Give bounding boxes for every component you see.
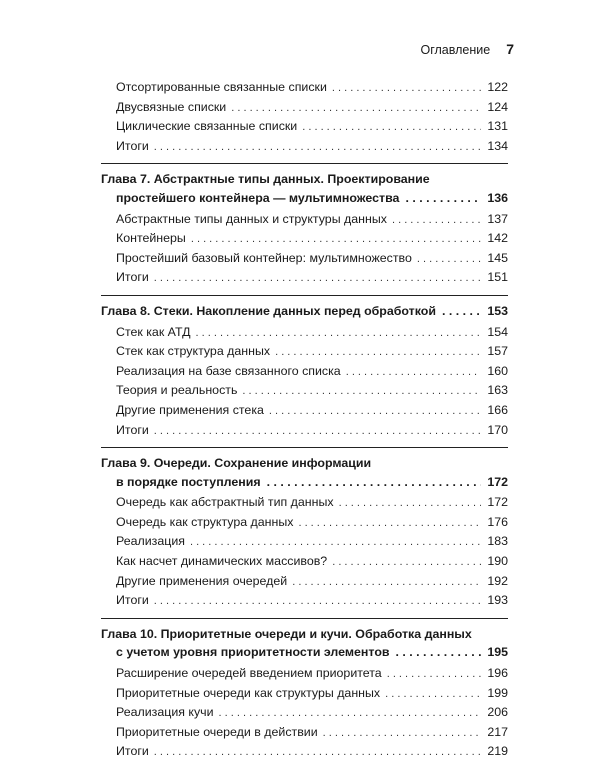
chapter-title-line2: с учетом уровня приоритетности элементов (116, 645, 390, 660)
section-title: Оглавление (420, 43, 491, 57)
dot-leader (298, 514, 481, 533)
toc-entry-title: Итоги (116, 422, 149, 437)
toc-entry-page: 193 (487, 593, 508, 608)
toc-entry-page: 145 (487, 250, 508, 265)
toc-entry-title: Простейший базовый контейнер: мультимножество (116, 250, 412, 265)
toc-entry[interactable] (101, 362, 508, 382)
toc-entry-title: Приоритетные очереди в действии (116, 724, 318, 739)
dot-leader (346, 363, 481, 382)
chapter-title-line2: простейшего контейнера — мультимножества (116, 190, 400, 205)
toc-entry-title: Другие применения очередей (116, 573, 288, 588)
toc-entry-page: 151 (487, 270, 508, 285)
dot-leader (154, 422, 481, 441)
toc-entry-title: Итоги (116, 744, 149, 759)
toc-entry[interactable] (101, 268, 508, 288)
toc-entry[interactable] (101, 723, 508, 743)
toc-entry-page: 172 (487, 495, 508, 510)
dot-leader (332, 79, 481, 98)
toc-entry[interactable] (101, 513, 508, 533)
toc-entry[interactable] (101, 249, 508, 269)
dot-leader (196, 324, 481, 343)
dot-leader (154, 269, 481, 288)
toc-entry[interactable] (101, 703, 508, 723)
toc-entry-title: Реализация на базе связанного списка (116, 363, 341, 378)
chapter-title-line1: Глава 10. Приоритетные очереди и кучи. Обработка данных (101, 626, 472, 641)
dot-leader (154, 138, 481, 157)
toc-entry[interactable] (101, 117, 508, 137)
toc-entry[interactable] (101, 137, 508, 157)
toc-entry-title: Отсортированные связанные списки (116, 80, 327, 94)
toc-entry-page: 176 (487, 514, 508, 529)
toc-entry-page: 157 (487, 344, 508, 359)
toc-entry-title: Двусвязные списки (116, 99, 227, 114)
toc-entry-title: Очередь как структура данных (116, 514, 294, 529)
toc-entry[interactable] (101, 98, 508, 118)
toc-entry-title: Итоги (116, 270, 149, 285)
toc-entry[interactable] (101, 493, 508, 513)
toc-entry[interactable] (101, 229, 508, 249)
toc-entry-page: 142 (487, 231, 508, 246)
chapter-heading-7[interactable] (101, 170, 508, 207)
dot-leader (292, 573, 481, 592)
dot-leader (405, 189, 481, 208)
toc-entry-page: 217 (487, 724, 508, 739)
dot-leader (190, 533, 481, 552)
toc-entry-title: Как насчет динамических массивов? (116, 554, 328, 569)
chapter-title-line1: Глава 7. Абстрактные типы данных. Проектирование (101, 172, 430, 187)
toc-entry-page: 190 (487, 554, 508, 569)
toc-entry[interactable] (101, 572, 508, 592)
toc-entry-title: Приоритетные очереди как структуры данных (116, 685, 381, 700)
toc-entry[interactable] (101, 78, 508, 98)
toc-entry-page: 122 (487, 80, 508, 94)
chapter-heading-8[interactable] (101, 302, 508, 321)
toc-entry-page: 137 (487, 211, 508, 226)
toc-entry-page: 219 (487, 744, 508, 759)
toc-entry-page: 134 (487, 138, 508, 153)
toc-entry-title: Циклические связанные списки (116, 119, 298, 134)
toc-entry-page: 131 (487, 119, 508, 134)
toc-entry[interactable] (101, 664, 508, 684)
toc-entry-page: 196 (487, 666, 508, 681)
toc-entry-page: 206 (487, 705, 508, 720)
dot-leader (242, 382, 481, 401)
chapter-divider (101, 618, 508, 619)
chapter-heading-10[interactable] (101, 625, 508, 662)
toc-entry[interactable] (101, 421, 508, 441)
dot-leader (154, 592, 481, 611)
toc-entry[interactable] (101, 532, 508, 552)
toc-entry-title: Итоги (116, 593, 149, 608)
chapter-page: 195 (487, 645, 508, 660)
dot-leader (442, 302, 481, 321)
toc-entry-page: 183 (487, 534, 508, 549)
chapter-title-line2: в порядке поступления (116, 474, 261, 489)
toc-entry-title: Реализация (116, 534, 185, 549)
toc-entry-page: 160 (487, 363, 508, 378)
dot-leader (154, 743, 481, 762)
chapter-title-line1: Глава 9. Очереди. Сохранение информации (101, 456, 372, 471)
toc-entry-page: 163 (487, 383, 508, 398)
toc-entry-title: Реализация кучи (116, 705, 214, 720)
toc-entry-title: Контейнеры (116, 231, 186, 246)
toc-entry-title: Абстрактные типы данных и структуры данных (116, 211, 387, 226)
chapter-page: 136 (487, 190, 508, 205)
toc-entry-page: 166 (487, 402, 508, 417)
toc-entry[interactable] (101, 552, 508, 572)
chapter-divider (101, 295, 508, 296)
toc-entry-title: Итоги (116, 138, 149, 153)
toc-entry-page: 199 (487, 685, 508, 700)
chapter-title-line1: Глава 8. Стеки. Накопление данных перед обработкой (101, 303, 436, 318)
chapter-heading-9[interactable] (101, 454, 508, 491)
dot-leader (339, 494, 481, 513)
toc-entry[interactable] (101, 381, 508, 401)
dot-leader (219, 704, 481, 723)
chapter-title-line2-row (101, 189, 508, 208)
dot-leader (269, 402, 481, 421)
chapter-page: 153 (487, 303, 508, 318)
dot-leader (323, 724, 481, 743)
running-header (421, 41, 515, 57)
toc-entry-title: Стек как структура данных (116, 344, 271, 359)
page-number: 7 (506, 41, 514, 57)
toc-entry-page: 192 (487, 573, 508, 588)
toc-entry[interactable] (101, 591, 508, 611)
dot-leader (392, 211, 481, 230)
toc-entry-title: Другие применения стека (116, 402, 264, 417)
dot-leader (387, 665, 481, 684)
toc-entry-title: Теория и реальность (116, 383, 238, 398)
chapter-title-line2-row (101, 643, 508, 662)
dot-leader (302, 118, 481, 137)
chapter-page: 172 (487, 474, 508, 489)
chapter-title-line2-row (101, 473, 508, 492)
dot-leader (417, 250, 481, 269)
dot-leader (275, 343, 481, 362)
dot-leader (396, 643, 482, 662)
toc-entry-page: 154 (487, 324, 508, 339)
toc-entry-title: Расширение очередей введением приоритета (116, 666, 382, 681)
toc-entry-page: 170 (487, 422, 508, 437)
chapter-divider (101, 163, 508, 164)
toc-entry[interactable] (101, 210, 508, 230)
toc-entry[interactable] (101, 401, 508, 421)
toc-entry[interactable] (101, 742, 508, 762)
table-of-contents (101, 78, 508, 762)
toc-entry[interactable] (101, 684, 508, 704)
toc-entry-title: Очередь как абстрактный тип данных (116, 495, 334, 510)
dot-leader (385, 685, 481, 704)
dot-leader (231, 99, 481, 118)
toc-entry[interactable] (101, 342, 508, 362)
toc-entry[interactable] (101, 323, 508, 343)
dot-leader (191, 230, 481, 249)
toc-entry-page: 124 (487, 99, 508, 114)
chapter-divider (101, 447, 508, 448)
dot-leader (267, 473, 482, 492)
dot-leader (332, 553, 481, 572)
toc-entry-title: Стек как АТД (116, 324, 191, 339)
